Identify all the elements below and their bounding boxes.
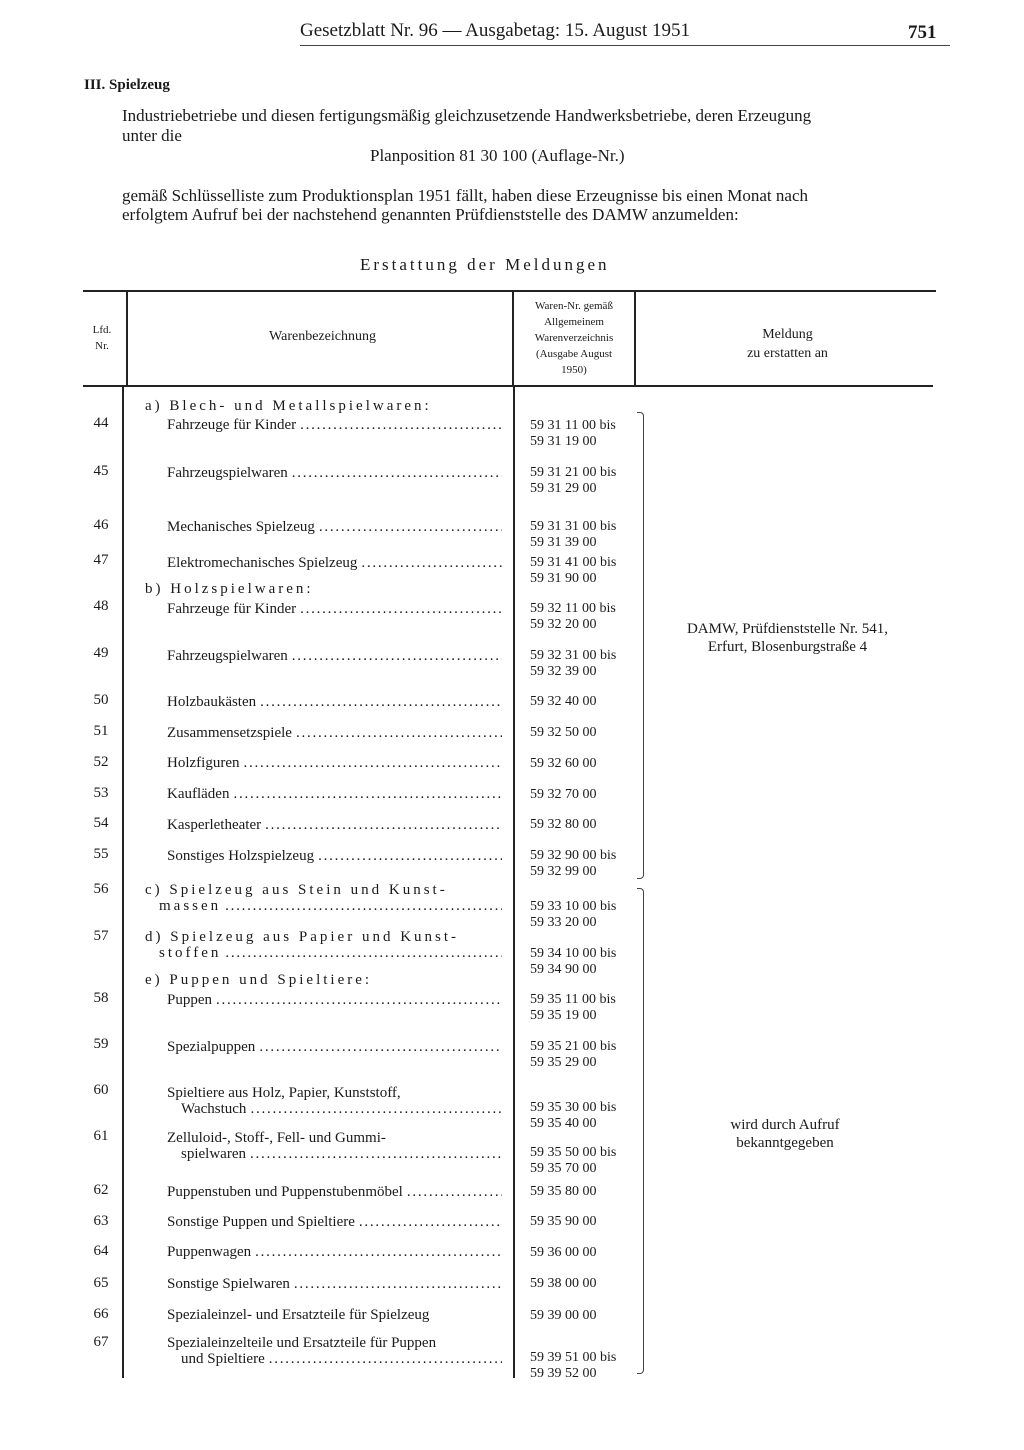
ware-name-text: Holzfiguren (167, 755, 240, 771)
ware-code-from: 59 32 11 00 bis (530, 601, 616, 616)
ware-code (530, 1039, 616, 1071)
ware-name (167, 519, 502, 535)
ware-code (530, 992, 616, 1024)
row-number: 53 (93, 785, 109, 801)
ware-code-from: 59 35 30 00 bis (530, 1100, 617, 1115)
ware-code-from: 59 32 60 00 (530, 756, 597, 771)
ware-code-from: 59 32 90 00 bis (530, 848, 617, 863)
ware-code (530, 899, 616, 931)
row-number: 47 (93, 552, 109, 568)
ware-name-text: Zusammensetzspiele (167, 725, 292, 741)
ware-code (530, 946, 616, 978)
ware-code-from: 59 35 50 00 bis (530, 1145, 617, 1160)
table-header-rule (83, 385, 933, 387)
ware-name-line2 (145, 898, 502, 914)
ware-name (145, 882, 502, 914)
ware-name-text: Puppenwagen (167, 1244, 252, 1260)
ware-name-text: massen (159, 898, 222, 914)
row-number: 59 (93, 1036, 109, 1052)
column-header-ware: Warenbezeichnung (269, 329, 376, 344)
meldung-target-1 (650, 620, 925, 656)
ware-code-from: 59 34 10 00 bis (530, 946, 617, 961)
ware-name (167, 817, 502, 833)
column-header-code (514, 298, 634, 378)
ware-code (530, 725, 597, 741)
intro-line-3: gemäß Schlüsselliste zum Produktionsplan 1951 fällt, haben diese Erzeugnisse bis einen Monat nach (122, 186, 808, 205)
header-rule (300, 45, 950, 46)
ware-name-text: Wachstuch (181, 1101, 247, 1117)
ware-code (530, 1350, 616, 1382)
ware-code-to: 59 35 40 00 (530, 1116, 597, 1131)
meldung-target-1-line2: Erfurt, Blosenburgstraße 4 (707, 639, 868, 655)
ware-name-text: Sonstiges Holzspielzeug (167, 848, 315, 864)
ware-name-line1: c) Spielzeug aus Stein und Kunst- (145, 882, 448, 898)
row-number: 44 (93, 415, 109, 431)
row-number: 63 (93, 1213, 109, 1229)
ware-name (167, 848, 502, 864)
ware-name: Spezialeinzel- und Ersatzteile für Spielzeug (167, 1307, 430, 1323)
ware-name (167, 1039, 502, 1055)
column-header-meldung-line2: zu erstatten an (747, 346, 828, 361)
ware-name (167, 1085, 502, 1117)
ware-code-from: 59 32 40 00 (530, 694, 597, 709)
column-header-code-line: Waren-Nr. gemäß (535, 300, 613, 312)
column-header-meldung (640, 325, 935, 363)
ware-code-to: 59 32 39 00 (530, 664, 597, 679)
ware-name (167, 786, 502, 802)
ware-name-text: Mechanisches Spielzeug (167, 519, 315, 535)
ware-code-from: 59 39 00 00 (530, 1308, 597, 1323)
ware-name-text: Kasperletheater (167, 817, 262, 833)
ware-code-from: 59 32 50 00 (530, 725, 597, 740)
row-number: 56 (93, 881, 109, 897)
ware-code-from: 59 31 31 00 bis (530, 519, 617, 534)
ware-code-to: 59 31 29 00 (530, 481, 597, 496)
ware-code (530, 756, 597, 772)
column-divider-nr (126, 290, 128, 385)
meldung-target-2-line2: bekanntgegeben (736, 1135, 834, 1151)
row-number: 55 (93, 846, 109, 862)
group-brace-2 (637, 888, 644, 1374)
row-number: 65 (93, 1275, 109, 1291)
ware-code-to: 59 31 39 00 (530, 535, 597, 550)
ware-code-to: 59 35 70 00 (530, 1161, 597, 1176)
intro-line-4: erfolgtem Aufruf bei der nachstehend genannten Prüfdienststelle des DAMW anzumelden: (122, 205, 739, 224)
ware-code-from: 59 31 11 00 bis (530, 418, 616, 433)
ware-name-text: Fahrzeugspielwaren (167, 465, 288, 481)
row-number: 66 (93, 1306, 109, 1322)
subheading-a: a) Blech- und Metallspielwaren: (145, 398, 432, 414)
column-divider-nr-body (122, 385, 124, 1378)
ware-code (530, 694, 597, 710)
intro-line-2: unter die (122, 126, 182, 145)
row-number: 52 (93, 754, 109, 770)
ware-code (530, 601, 616, 633)
ware-code (530, 1100, 616, 1132)
ware-name-text: Spezialpuppen (167, 1039, 256, 1055)
ware-name (167, 555, 502, 571)
meldung-target-1-line1: DAMW, Prüfdienststelle Nr. 541, (686, 621, 889, 637)
ware-name (167, 1184, 502, 1200)
row-number: 64 (93, 1243, 109, 1259)
ware-code (530, 1308, 597, 1324)
ware-code-from: 59 31 41 00 bis (530, 555, 617, 570)
column-header-nr (86, 322, 118, 354)
ware-name (167, 1276, 502, 1292)
ware-code-from: 59 35 21 00 bis (530, 1039, 617, 1054)
ware-code (530, 787, 597, 803)
ware-name (145, 929, 502, 961)
ware-code-from: 59 35 11 00 bis (530, 992, 616, 1007)
ware-name (167, 694, 502, 710)
meldung-target-2 (650, 1116, 920, 1152)
ware-name-text: stoffen (159, 945, 222, 961)
ware-name-text: Sonstige Puppen und Spieltiere (167, 1214, 355, 1230)
ware-code-to: 59 35 19 00 (530, 1008, 597, 1023)
column-header-meldung-line1: Meldung (762, 327, 813, 342)
column-header-code-line: Allgemeinem (544, 316, 604, 328)
meldung-target-2-line1: wird durch Aufruf (730, 1117, 840, 1133)
ware-name (167, 465, 502, 481)
ware-name-text: Sonstige Spielwaren (167, 1276, 290, 1292)
ware-code (530, 1245, 597, 1261)
ware-code-to: 59 31 90 00 (530, 571, 597, 586)
column-header-code-line: 1950) (561, 364, 587, 376)
ware-name-line1: Zelluloid-, Stoff-, Fell- und Gummi- (167, 1130, 386, 1146)
ware-code (530, 1145, 616, 1177)
ware-name (167, 992, 502, 1008)
ware-code-to: 59 32 99 00 (530, 864, 597, 879)
intro-line-1: Industriebetriebe und diesen fertigungsmäßig gleichzusetzende Handwerksbetriebe, deren Erzeugung (122, 106, 812, 125)
table-top-rule (83, 290, 936, 292)
row-number: 48 (93, 598, 109, 614)
ware-code-to: 59 39 52 00 (530, 1366, 597, 1381)
row-number: 46 (93, 517, 109, 533)
ware-code-from: 59 33 10 00 bis (530, 899, 617, 914)
column-header-nr-line1: Lfd. (92, 324, 112, 336)
section-heading: III. Spielzeug (84, 77, 170, 93)
row-number: 45 (93, 463, 109, 479)
row-number: 60 (93, 1082, 109, 1098)
row-number: 57 (93, 928, 109, 944)
ware-code-to: 59 32 20 00 (530, 617, 597, 632)
ware-code-from: 59 35 90 00 (530, 1214, 597, 1229)
ware-code-from: 59 31 21 00 bis (530, 465, 617, 480)
ware-name (167, 1214, 502, 1230)
ware-name (167, 755, 502, 771)
ware-name-line2 (145, 945, 502, 961)
ware-name (167, 648, 502, 664)
ware-name-line2 (167, 1101, 502, 1117)
ware-code (530, 519, 616, 551)
column-divider-meldung-header (634, 290, 636, 385)
row-number: 67 (93, 1334, 109, 1350)
ware-code-from: 59 32 31 00 bis (530, 648, 617, 663)
row-number: 49 (93, 645, 109, 661)
ware-name-text: Holzbaukästen (167, 694, 257, 710)
column-divider-code-body (513, 385, 515, 1378)
ware-name-text: Fahrzeuge für Kinder (167, 417, 297, 433)
page-number: 751 (908, 22, 937, 43)
column-header-code-line: (Ausgabe August (535, 348, 613, 360)
ware-name (167, 1244, 502, 1260)
ware-code-to: 59 34 90 00 (530, 962, 597, 977)
ware-name-line2 (167, 1146, 502, 1162)
page-header-title: Gesetzblatt Nr. 96 — Ausgabetag: 15. August 1951 (300, 20, 690, 41)
ware-name-text: Elektromechanisches Spielzeug (167, 555, 358, 571)
ware-code (530, 1276, 597, 1292)
ware-name (167, 601, 502, 617)
ware-code-to: 59 33 20 00 (530, 915, 597, 930)
ware-name-text: Fahrzeugspielwaren (167, 648, 288, 664)
ware-code-from: 59 36 00 00 (530, 1245, 597, 1260)
ware-name (167, 1130, 502, 1162)
row-number: 51 (93, 723, 109, 739)
subheading-b: b) Holzspielwaren: (145, 581, 314, 597)
ware-code (530, 648, 616, 680)
ware-code-to: 59 35 29 00 (530, 1055, 597, 1070)
ware-code (530, 1214, 597, 1230)
column-header-nr-line2: Nr. (95, 340, 109, 352)
row-number: 54 (93, 815, 109, 831)
ware-code (530, 555, 616, 587)
ware-code (530, 1184, 597, 1200)
group-brace-1 (637, 412, 644, 879)
ware-code (530, 817, 597, 833)
ware-name-text: Puppen (167, 992, 212, 1008)
ware-code-from: 59 35 80 00 (530, 1184, 597, 1199)
row-number: 58 (93, 990, 109, 1006)
subheading-e: e) Puppen und Spieltiere: (145, 972, 373, 988)
ware-name-text: Fahrzeuge für Kinder (167, 601, 297, 617)
table-caption: Erstattung der Meldungen (360, 255, 610, 274)
row-number: 50 (93, 692, 109, 708)
ware-code-from: 59 32 80 00 (530, 817, 597, 832)
ware-name-text: spielwaren (181, 1146, 246, 1162)
ware-name-line1: Spezialeinzelteile und Ersatzteile für Puppen (167, 1335, 437, 1351)
ware-name-text: Kaufläden (167, 786, 230, 802)
ware-name-line1: Spieltiere aus Holz, Papier, Kunststoff, (167, 1085, 401, 1101)
ware-code-from: 59 39 51 00 bis (530, 1350, 617, 1365)
ware-name-line1: d) Spielzeug aus Papier und Kunst- (145, 929, 460, 945)
ware-code-from: 59 38 00 00 (530, 1276, 597, 1291)
ware-name-text: Puppenstuben und Puppenstubenmöbel (167, 1184, 403, 1200)
column-header-code-line: Warenverzeichnis (534, 332, 614, 344)
ware-name (167, 417, 502, 433)
plan-position: Planposition 81 30 100 (Auflage-Nr.) (370, 146, 625, 165)
ware-code (530, 465, 616, 497)
ware-name (167, 725, 502, 741)
ware-code (530, 418, 616, 450)
row-number: 61 (93, 1128, 109, 1144)
ware-name (167, 1335, 502, 1367)
ware-code (530, 848, 616, 880)
ware-name-text: und Spieltiere (181, 1351, 265, 1367)
ware-code-from: 59 32 70 00 (530, 787, 597, 802)
ware-name-line2 (167, 1351, 502, 1367)
row-number: 62 (93, 1182, 109, 1198)
ware-code-to: 59 31 19 00 (530, 434, 597, 449)
